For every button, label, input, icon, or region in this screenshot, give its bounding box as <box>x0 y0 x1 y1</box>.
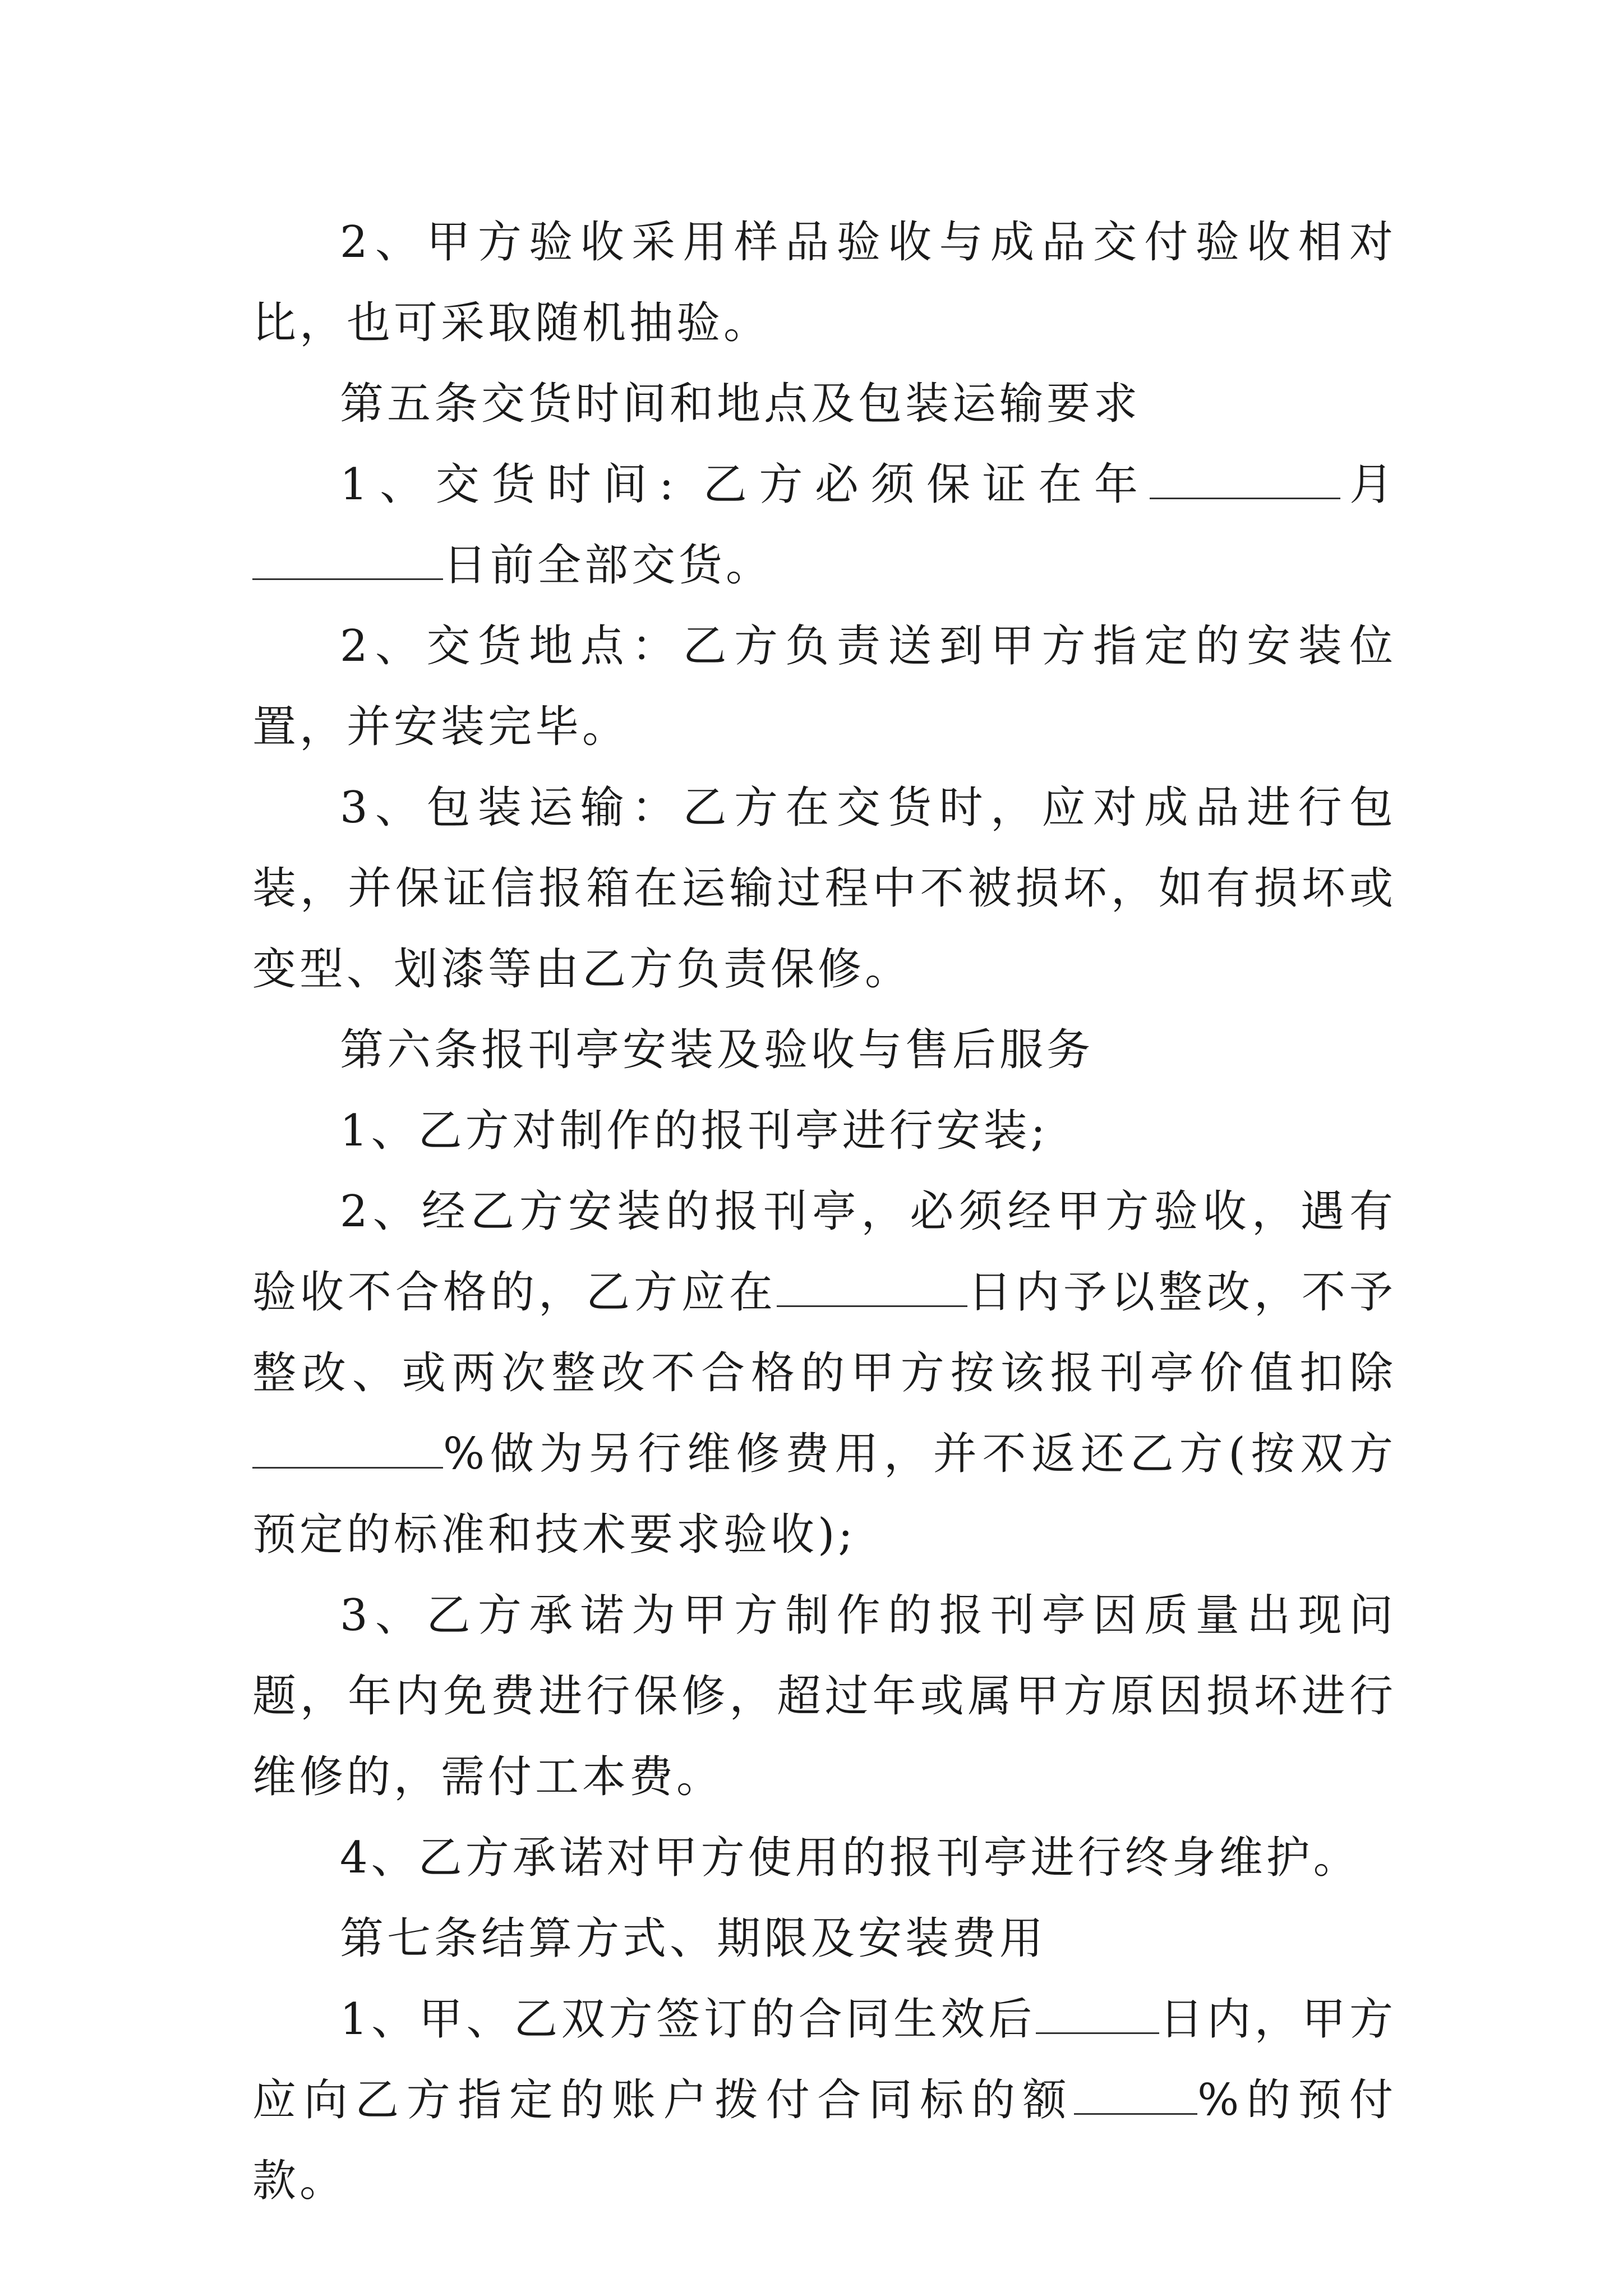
text: 第六条报刊亭安装及验收与售后服务 <box>340 1025 1094 1075</box>
paragraph-acceptance-method <box>252 202 1396 364</box>
text: 月 <box>1340 459 1396 510</box>
paragraph-maintenance <box>252 1818 1396 1898</box>
fill-blank-year <box>1150 458 1340 499</box>
heading-article-7 <box>252 1898 1396 1979</box>
text: %做为另行维修费用，并不返还乙方(按双方预定的标准和技术要求验收); <box>252 1429 1396 1560</box>
paragraph-delivery-location <box>252 606 1396 767</box>
text: 日前全部交货。 <box>443 540 773 591</box>
document-body <box>252 202 1396 2221</box>
fill-blank-days <box>1036 1993 1159 2034</box>
text: 1、乙方对制作的报刊亭进行安装; <box>340 1106 1049 1156</box>
paragraph-installation <box>252 1091 1396 1171</box>
fill-blank-month <box>252 539 443 580</box>
text: 3、包装运输：乙方在交货时，应对成品进行包装，并保证信报箱在运输过程中不被损坏，如有损坏或变型、划漆等由乙方负责保修。 <box>252 783 1396 995</box>
text: 第七条结算方式、期限及安装费用 <box>340 1913 1047 1964</box>
text: 第五条交货时间和地点及包装运输要求 <box>340 379 1141 429</box>
fill-blank-percent <box>252 1428 443 1469</box>
paragraph-packaging-transport <box>252 767 1396 1010</box>
text: 2、经乙方安装的报刊亭，必须经甲方验收，遇有验收不合格的，乙方应在 <box>252 1186 1396 1318</box>
text: %的预付款。 <box>252 2075 1396 2206</box>
heading-article-6 <box>252 1010 1396 1091</box>
paragraph-delivery-time <box>252 444 1396 606</box>
fill-blank-days <box>777 1266 967 1307</box>
text: 4、乙方承诺对甲方使用的报刊亭进行终身维护。 <box>340 1833 1361 1883</box>
text: 3、乙方承诺为甲方制作的报刊亭因质量出现问题，年内免费进行保修，超过年或属甲方原因损坏进行维修的，需付工本费。 <box>252 1590 1396 1802</box>
heading-article-5 <box>252 364 1396 444</box>
text: 1、交货时间: 乙方必须保证在年 <box>340 459 1150 510</box>
paragraph-payment <box>252 1979 1396 2221</box>
text: 日内予以整改，不予整改、或两次整改不合格的甲方按该报刊亭价值扣除 <box>252 1267 1396 1398</box>
text: 2、甲方验收采用样品验收与成品交付验收相对比，也可采取随机抽验。 <box>252 217 1396 348</box>
fill-blank-percent <box>1074 2074 1197 2115</box>
paragraph-inspection <box>252 1171 1396 1575</box>
text: 1、甲、乙双方签订的合同生效后 <box>340 1994 1036 2045</box>
text: 日内，甲方应向乙方指定的账户拨付合同标的额 <box>252 1994 1396 2125</box>
text: 2、交货地点：乙方负责送到甲方指定的安装位置，并安装完毕。 <box>252 621 1396 752</box>
paragraph-warranty <box>252 1575 1396 1818</box>
